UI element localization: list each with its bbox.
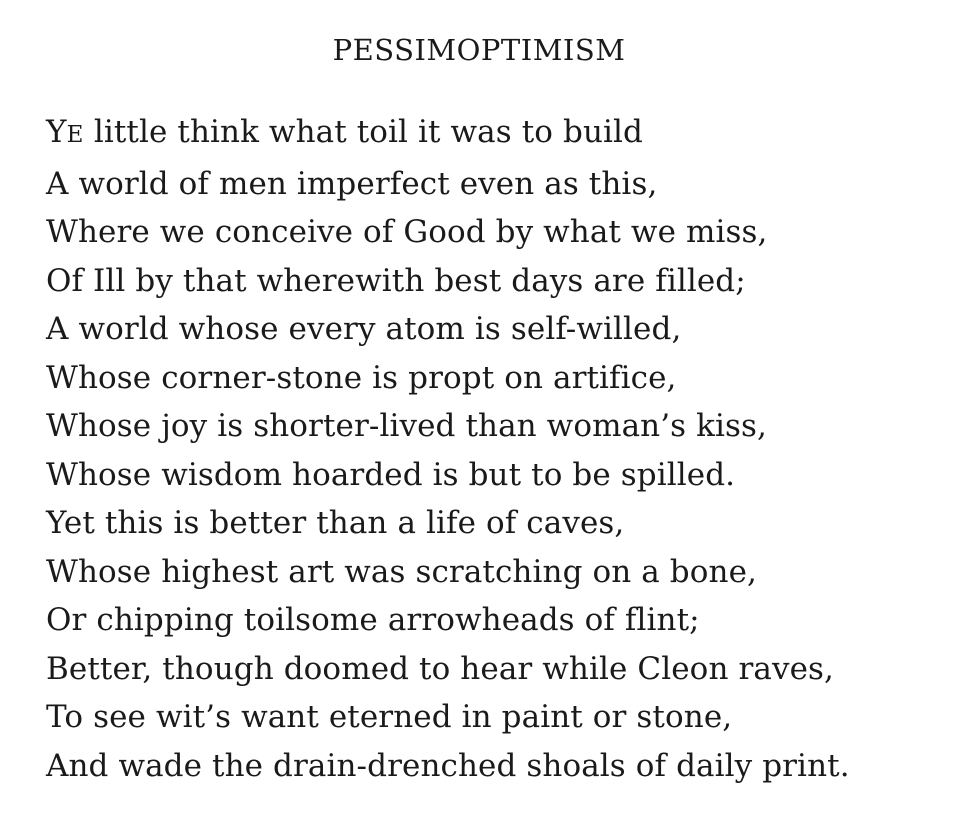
poem-line: A world whose every atom is self-willed, — [46, 311, 682, 347]
poem-line — [46, 108, 850, 160]
poem-body — [46, 108, 850, 790]
poem-title: PESSIMOPTIMISM — [332, 33, 626, 67]
poem-line: Of Ill by that wherewith best days are filled; — [46, 262, 746, 299]
poem-line: Better, though doomed to hear while Cleon raves, — [46, 650, 834, 687]
first-word-smallcaps: E — [66, 122, 84, 148]
poem-line: Where we conceive of Good by what we miss, — [46, 214, 768, 250]
poem-line: And wade the drain-drenched shoals of daily print. — [46, 747, 850, 784]
first-word-initial: Y — [46, 114, 67, 150]
poem-line: Whose joy is shorter-lived than woman’s kiss, — [46, 408, 768, 444]
poem-line: Whose wisdom hoarded is but to be spilled. — [46, 456, 736, 493]
poem-line: Whose highest art was scratching on a bone, — [46, 553, 757, 590]
poem-line: A world of men imperfect even as this, — [46, 165, 658, 202]
poem-line: Whose corner-stone is propt on artifice, — [46, 359, 677, 396]
poem-line: Or chipping toilsome arrowheads of flint; — [46, 602, 700, 638]
poem-line: Yet this is better than a life of caves, — [46, 505, 625, 541]
first-line-text: little think what toil it was to build — [83, 114, 643, 150]
poem-line: To see wit’s want eterned in paint or stone, — [46, 699, 733, 735]
